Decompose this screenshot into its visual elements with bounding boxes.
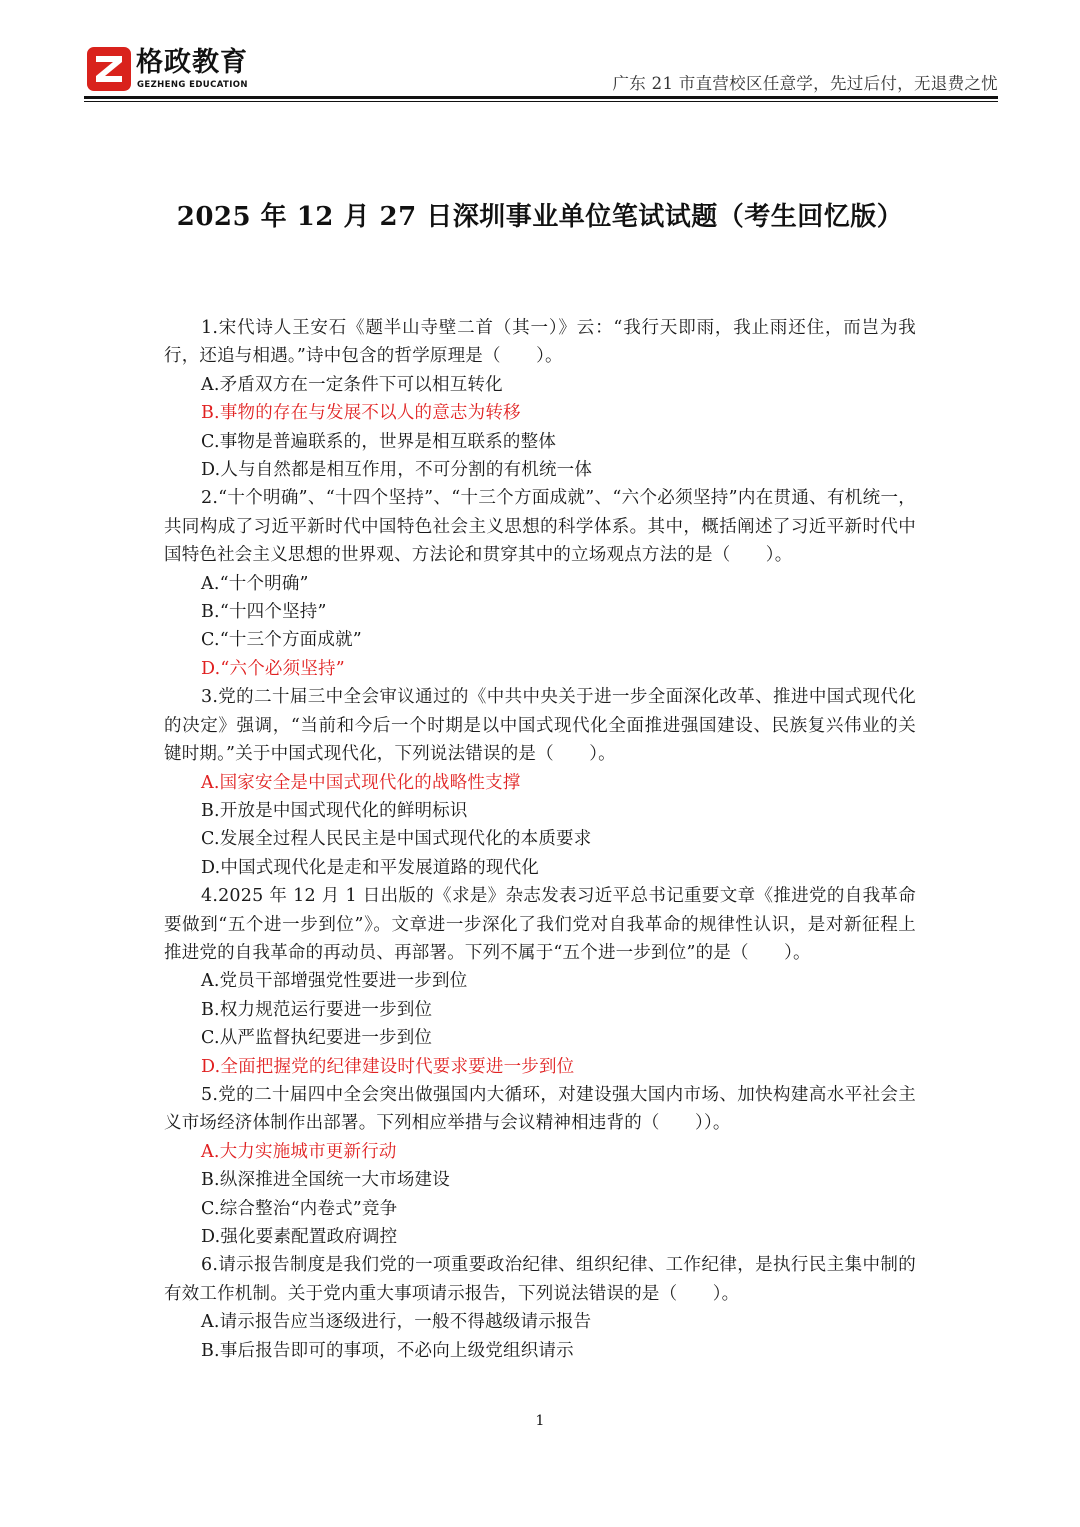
option: D.人与自然都是相互作用，不可分割的有机统一体 bbox=[201, 460, 593, 481]
option: C.发展全过程人民民主是中国式现代化的本质要求 bbox=[201, 829, 592, 850]
option: C.综合整治“内卷式”竞争 bbox=[201, 1198, 398, 1219]
page-number: 1 bbox=[535, 1413, 545, 1429]
option-answer: A.大力实施城市更新行动 bbox=[201, 1141, 397, 1162]
document-title: 2025 年 12 月 27 日深圳事业单位笔试试题（考生回忆版） bbox=[176, 202, 904, 232]
option: A.矛盾双方在一定条件下可以相互转化 bbox=[201, 374, 503, 395]
option: B.开放是中国式现代化的鲜明标识 bbox=[201, 800, 468, 821]
option: C.从严监督执纪要进一步到位 bbox=[201, 1028, 433, 1049]
option: C.“十三个方面成就” bbox=[201, 630, 362, 651]
logo-text-en: GEZHENG EDUCATION bbox=[137, 80, 248, 90]
option: D.中国式现代化是走和平发展道路的现代化 bbox=[201, 857, 539, 878]
option: B.纵深推进全国统一大市场建设 bbox=[201, 1170, 450, 1191]
question-stem: 3.党的二十届三中全会审议通过的《中共中央关于进一步全面深化改革、推进中国式现代化的决定》强调，“当前和今后一个时期是以中国式现代化全面推进强国建设、民族复兴伟业的关键时期。”关于中国式现代化，下列说法错误的是（ ）。 bbox=[164, 687, 916, 765]
question-stem: 4.2025 年 12 月 1 日出版的《求是》杂志发表习近平总书记重要文章《推进党的自我革命要做到“五个进一步到位”》。文章进一步深化了我们党对自我革命的规律性认识，是对新征程上推进党的自我革命的再动员、再部署。下列不属于“五个进一步到位”的是（ ）。 bbox=[164, 886, 916, 963]
header-divider-thin bbox=[84, 101, 998, 102]
option: B.“十四个坚持” bbox=[201, 602, 327, 623]
gezheng-logo-icon bbox=[87, 47, 131, 91]
question-stem: 1.宋代诗人王安石《题半山寺壁二首（其一）》云：“我行天即雨，我止雨还住，而岂为我行，还追与相遇。”诗中包含的哲学原理是（ ）。 bbox=[164, 318, 916, 367]
option: A.党员干部增强党性要进一步到位 bbox=[201, 971, 468, 992]
option: A.请示报告应当逐级进行，一般不得越级请示报告 bbox=[201, 1312, 592, 1333]
option-answer: B.事物的存在与发展不以人的意志为转移 bbox=[201, 403, 521, 424]
option: A.“十个明确” bbox=[201, 573, 309, 594]
question-stem: 6.请示报告制度是我们党的一项重要政治纪律、组织纪律、工作纪律，是执行民主集中制的有效工作机制。关于党内重大事项请示报告，下列说法错误的是（ ）。 bbox=[164, 1255, 916, 1304]
question-stem: 2.“十个明确”、“十四个坚持”、“十三个方面成就”、“六个必须坚持”内在贯通、有机统一，共同构成了习近平新时代中国特色社会主义思想的科学体系。其中，概括阐述了习近平新时代中国特色社会主义思想的世界观、方法论和贯穿其中的立场观点方法的是（ ）。 bbox=[164, 488, 916, 566]
header-divider bbox=[84, 96, 998, 99]
option: B.权力规范运行要进一步到位 bbox=[201, 999, 433, 1020]
option-answer: A.国家安全是中国式现代化的战略性支撑 bbox=[201, 772, 521, 793]
option: C.事物是普遍联系的，世界是相互联系的整体 bbox=[201, 431, 557, 452]
header-slogan: 广东 21 市直营校区任意学，先过后付，无退费之忧 bbox=[612, 74, 998, 93]
logo-text-cn: 格政教育 bbox=[136, 47, 248, 78]
question-stem: 5.党的二十届四中全会突出做强国内大循环，对建设强大国内市场、加快构建高水平社会主义市场经济体制作出部署。下列相应举措与会议精神相违背的（ ））。 bbox=[164, 1084, 916, 1134]
option: D.强化要素配置政府调控 bbox=[201, 1227, 398, 1247]
option: B.事后报告即可的事项，不必向上级党组织请示 bbox=[201, 1340, 574, 1361]
option-answer: D.全面把握党的纪律建设时代要求要进一步到位 bbox=[201, 1056, 575, 1077]
exam-content bbox=[164, 314, 916, 1365]
option-answer: D.“六个必须坚持” bbox=[201, 658, 345, 679]
page-header bbox=[84, 44, 998, 102]
